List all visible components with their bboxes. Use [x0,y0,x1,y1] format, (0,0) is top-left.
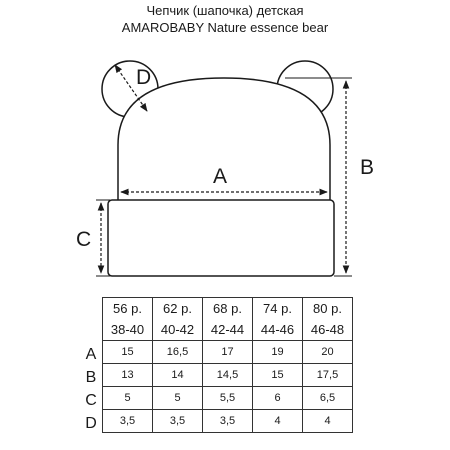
size-cell: 74 р. [253,298,303,320]
value-cell: 4 [253,410,303,433]
range-cell: 42-44 [203,319,253,341]
value-cell: 6 [253,387,303,410]
value-cell: 4 [303,410,353,433]
value-cell: 14,5 [203,364,253,387]
row-label-c: C [85,392,97,409]
value-cell: 19 [253,341,303,364]
value-cell: 14 [153,364,203,387]
dimension-c-label: C [76,228,92,251]
value-cell: 3,5 [153,410,203,433]
value-cell: 15 [103,341,153,364]
value-cell: 15 [253,364,303,387]
range-header-row [103,319,353,341]
row-label-a: A [85,346,97,363]
range-cell: 38-40 [103,319,153,341]
value-cell: 3,5 [203,410,253,433]
title-line-1: Чепчик (шапочка) детская [146,3,304,18]
table-row [103,341,353,364]
value-cell: 13 [103,364,153,387]
hat-cuff [108,200,334,276]
range-cell: 44-46 [253,319,303,341]
dimension-a-label: A [213,165,228,188]
size-table [102,297,353,433]
table-row [103,364,353,387]
value-cell: 5 [153,387,203,410]
size-header-row [103,298,353,320]
row-label-b: B [85,369,97,386]
value-cell: 3,5 [103,410,153,433]
value-cell: 20 [303,341,353,364]
dimension-d-label: D [136,66,152,89]
size-cell: 68 р. [203,298,253,320]
row-label-d: D [85,415,97,432]
table-row [103,387,353,410]
title-line-2: AMAROBABY Nature essence bear [121,20,329,35]
table-row [103,410,353,433]
dimension-b-label: B [360,156,375,179]
size-cell: 80 р. [303,298,353,320]
size-cell: 56 р. [103,298,153,320]
value-cell: 5 [103,387,153,410]
value-cell: 6,5 [303,387,353,410]
size-cell: 62 р. [153,298,203,320]
value-cell: 16,5 [153,341,203,364]
value-cell: 17,5 [303,364,353,387]
range-cell: 46-48 [303,319,353,341]
value-cell: 17 [203,341,253,364]
range-cell: 40-42 [153,319,203,341]
value-cell: 5,5 [203,387,253,410]
